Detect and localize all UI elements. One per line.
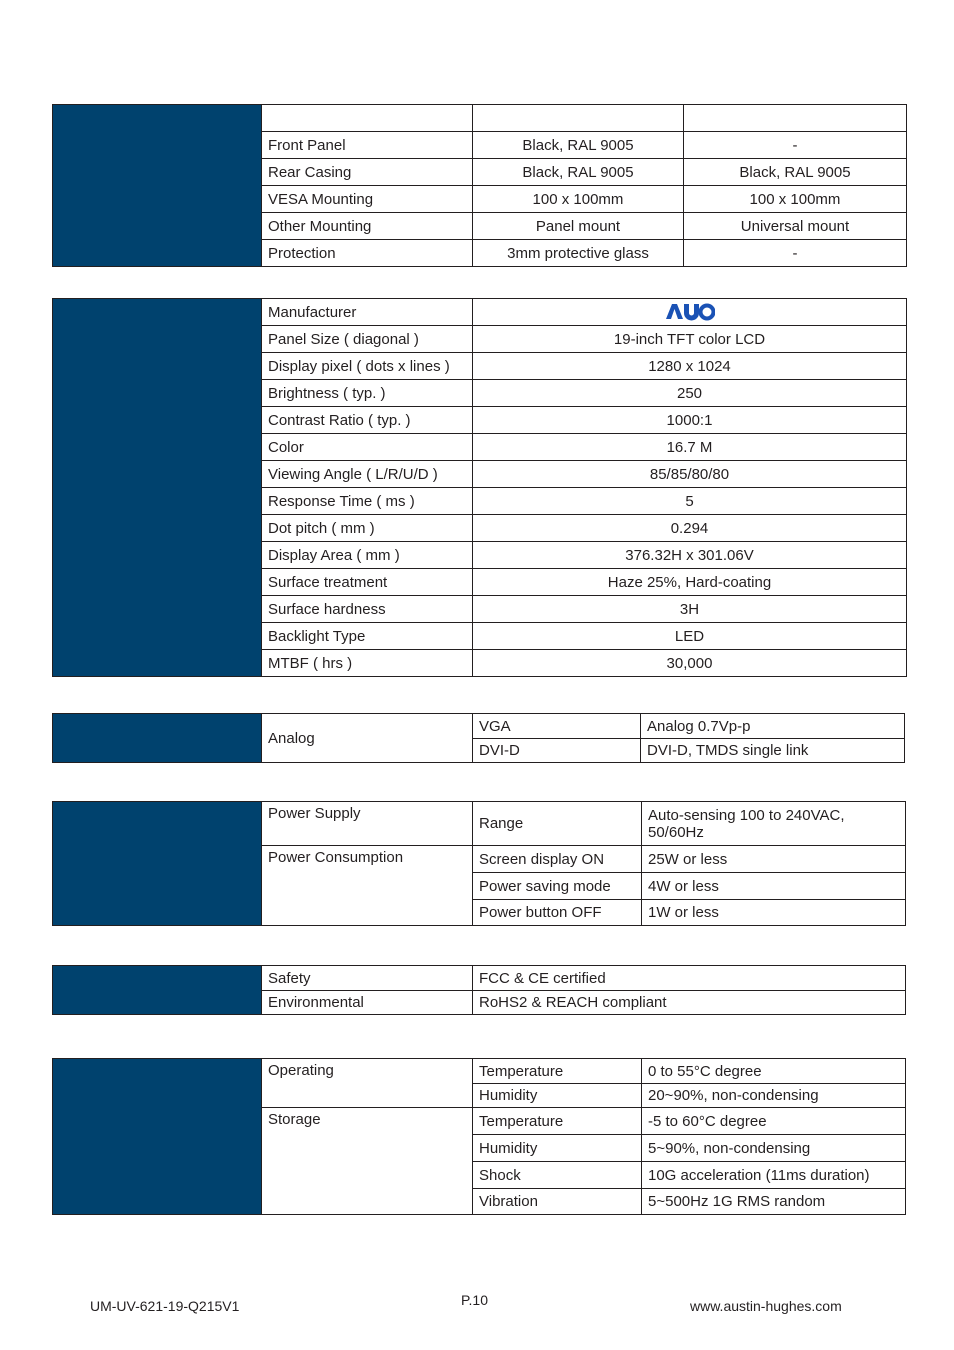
- row-value: 250: [473, 380, 907, 407]
- row-label: Other Mounting: [262, 213, 473, 240]
- row-label: Backlight Type: [262, 623, 473, 650]
- row-value: 376.32H x 301.06V: [473, 542, 907, 569]
- row-value: Black, RAL 9005: [684, 159, 907, 186]
- row-label: Surface treatment: [262, 569, 473, 596]
- certification-table: [52, 965, 906, 1015]
- signal-type: DVI-D: [473, 739, 641, 763]
- sub-label: Vibration: [473, 1189, 642, 1215]
- signal-type: VGA: [473, 714, 641, 739]
- row-value: 30,000: [473, 650, 907, 677]
- row-label: Power Consumption: [262, 846, 473, 926]
- row-value: 5: [473, 488, 907, 515]
- row-value: Haze 25%, Hard-coating: [473, 569, 907, 596]
- sub-label: Screen display ON: [473, 846, 642, 873]
- sub-label: Temperature: [473, 1108, 642, 1135]
- row-label: Manufacturer: [262, 299, 473, 326]
- row-value: RoHS2 & REACH compliant: [473, 991, 906, 1015]
- row-value: Black, RAL 9005: [473, 159, 684, 186]
- section-header-enclosure: [53, 105, 262, 267]
- sub-value: 20~90%, non-condensing: [642, 1084, 906, 1108]
- row-value: Panel mount: [473, 213, 684, 240]
- sub-label: Range: [473, 802, 642, 846]
- sub-value: 25W or less: [642, 846, 906, 873]
- row-label: Environmental: [262, 991, 473, 1015]
- section-header-power: [53, 802, 262, 926]
- signal-desc: Analog 0.7Vp-p: [641, 714, 905, 739]
- row-label: Operating: [262, 1059, 473, 1108]
- row-label: Dot pitch ( mm ): [262, 515, 473, 542]
- sub-label: Humidity: [473, 1084, 642, 1108]
- footer-page-number: P.10: [461, 1292, 488, 1308]
- sub-value: 5~500Hz 1G RMS random: [642, 1189, 906, 1215]
- sub-value: 10G acceleration (11ms duration): [642, 1162, 906, 1189]
- section-header-video: [53, 714, 262, 763]
- row-label: MTBF ( hrs ): [262, 650, 473, 677]
- row-value: Universal mount: [684, 213, 907, 240]
- sub-value: 5~90%, non-condensing: [642, 1135, 906, 1162]
- row-value: 16.7 M: [473, 434, 907, 461]
- row-label: Panel Size ( diagonal ): [262, 326, 473, 353]
- row-label: Front Panel: [262, 132, 473, 159]
- row-value: 1280 x 1024: [473, 353, 907, 380]
- row-value: 100 x 100mm: [684, 186, 907, 213]
- row-value: FCC & CE certified: [473, 966, 906, 991]
- power-table: [52, 801, 906, 926]
- sub-label: Power button OFF: [473, 900, 642, 926]
- row-label: Response Time ( ms ): [262, 488, 473, 515]
- enclosure-table: [52, 104, 907, 267]
- section-header-certification: [53, 966, 262, 1015]
- row-label: Surface hardness: [262, 596, 473, 623]
- video-input-table: [52, 713, 905, 763]
- row-label: Rear Casing: [262, 159, 473, 186]
- row-label: Color: [262, 434, 473, 461]
- row-value: 19-inch TFT color LCD: [473, 326, 907, 353]
- sub-value: -5 to 60°C degree: [642, 1108, 906, 1135]
- row-value: 3H: [473, 596, 907, 623]
- row-label: Power Supply: [262, 802, 473, 846]
- sub-label: Humidity: [473, 1135, 642, 1162]
- row-label: Brightness ( typ. ): [262, 380, 473, 407]
- section-header-environment: [53, 1059, 262, 1215]
- row-label: Viewing Angle ( L/R/U/D ): [262, 461, 473, 488]
- row-value: 0.294: [473, 515, 907, 542]
- row-label: Storage: [262, 1108, 473, 1215]
- row-value: 85/85/80/80: [473, 461, 907, 488]
- sub-label: Power saving mode: [473, 873, 642, 900]
- sub-label: Shock: [473, 1162, 642, 1189]
- auo-logo-icon: [665, 303, 715, 321]
- lcd-table: [52, 298, 907, 677]
- row-value: Black, RAL 9005: [473, 132, 684, 159]
- sub-value: 1W or less: [642, 900, 906, 926]
- row-value: 1000:1: [473, 407, 907, 434]
- row-value: LED: [473, 623, 907, 650]
- row-label: Contrast Ratio ( typ. ): [262, 407, 473, 434]
- row-value: -: [684, 132, 907, 159]
- sub-label: Temperature: [473, 1059, 642, 1084]
- row-value: 3mm protective glass: [473, 240, 684, 267]
- row-value: -: [684, 240, 907, 267]
- footer-website: www.austin-hughes.com: [690, 1298, 842, 1314]
- signal-desc: DVI-D, TMDS single link: [641, 739, 905, 763]
- row-label: Protection: [262, 240, 473, 267]
- row-label: Display Area ( mm ): [262, 542, 473, 569]
- row-label: Safety: [262, 966, 473, 991]
- row-label: VESA Mounting: [262, 186, 473, 213]
- row-label: Analog: [262, 714, 473, 763]
- row-label: Display pixel ( dots x lines ): [262, 353, 473, 380]
- sub-value: 0 to 55°C degree: [642, 1059, 906, 1084]
- section-header-lcd: [53, 299, 262, 677]
- sub-value: Auto-sensing 100 to 240VAC, 50/60Hz: [642, 802, 906, 846]
- environment-table: [52, 1058, 906, 1215]
- sub-value: 4W or less: [642, 873, 906, 900]
- footer-doc-id: UM-UV-621-19-Q215V1: [90, 1298, 240, 1314]
- row-value: 100 x 100mm: [473, 186, 684, 213]
